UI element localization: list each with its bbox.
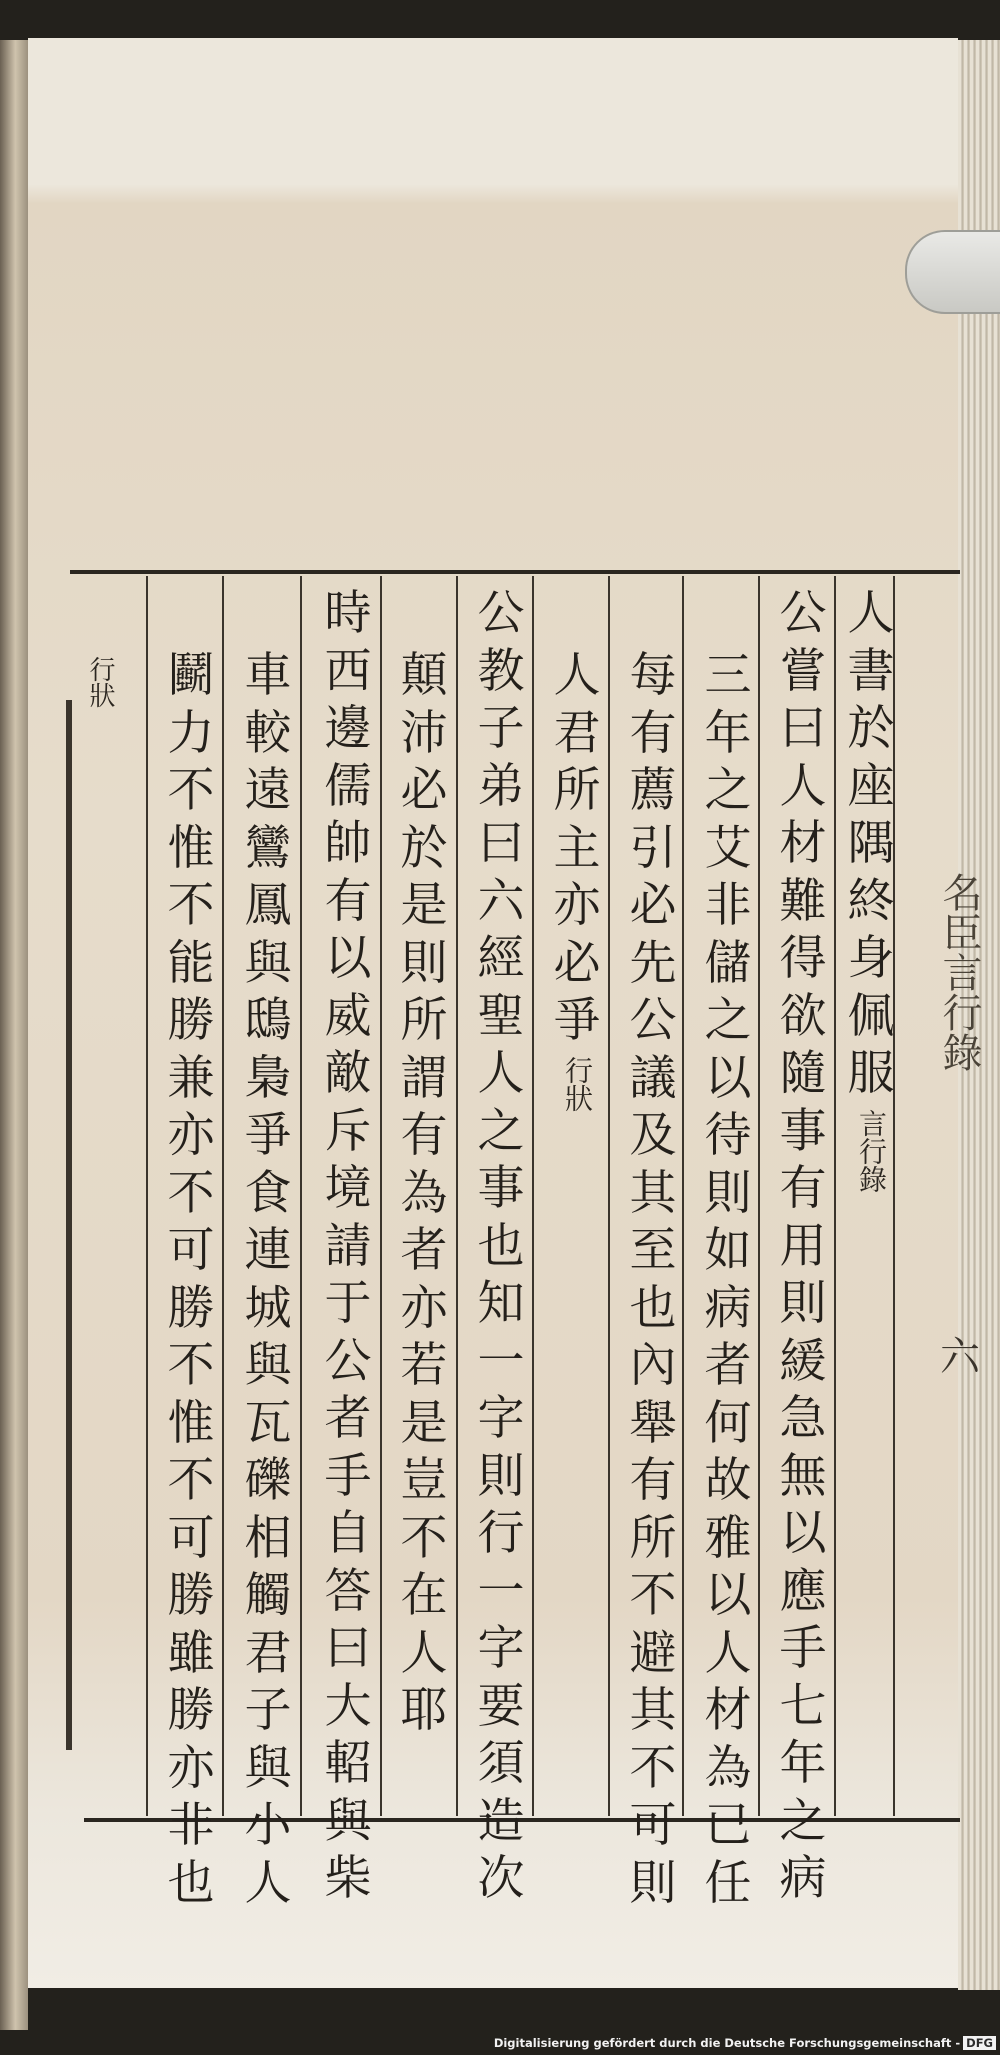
text-column-9: [240, 647, 296, 1912]
frame-top-rule: [70, 570, 960, 574]
column-rule: [456, 576, 458, 1816]
column-text: 鬬 力 不 惟 不 能 勝 兼 亦 不 可 勝 不 惟 不 可 勝 雖 勝 亦 非 也: [167, 648, 215, 1911]
column-text: 人 君 所 主 亦 必 爭: [553, 648, 601, 1048]
margin-heading: 行狀: [85, 656, 115, 708]
column-rule: [532, 576, 534, 1816]
text-column-6: [473, 585, 529, 1908]
column-text: 每 有 薦 引 必 先 公 議 及 其 至 也 內 舉 有 所 不 避 其 不 可 則: [629, 648, 677, 1911]
text-column-5: [549, 647, 605, 1112]
book-clamp-icon: [905, 230, 1000, 314]
margin-bar: [66, 700, 72, 1750]
column-rule: [222, 576, 224, 1816]
column-rule: [146, 576, 148, 1816]
column-annotation: 言行錄: [855, 1108, 888, 1193]
text-column-10: [163, 647, 219, 1912]
digitization-credit: [494, 2033, 996, 2053]
column-text: 車 較 遠 鸞 鳳 與 鴟 梟 爭 食 連 城 與 瓦 礫 相 觸 君 子 與 小 人: [244, 648, 292, 1911]
left-page-edge: [0, 40, 28, 2030]
column-rule: [834, 576, 836, 1816]
column-text: 時 西 邊 儒 帥 有 以 威 敵 斥 境 請 于 公 者 手 自 答 曰 大 軺 與 柴: [324, 586, 372, 1906]
text-column-2: [775, 585, 831, 1908]
column-text: 顛 沛 必 於 是 則 所 謂 有 為 者 亦 若 是 豈 不 在 人 耶: [400, 648, 448, 1738]
text-column-1: [843, 585, 899, 1193]
column-rule: [380, 576, 382, 1816]
column-rule: [608, 576, 610, 1816]
column-text: 公 教 子 弟 曰 六 經 聖 人 之 事 也 知 一 字 則 行 一 字 要 須 造 次: [477, 586, 525, 1906]
credit-text: Digitalisierung gefördert durch die Deutsche Forschungsgemeinschaft -: [493, 2036, 961, 2050]
text-column-8: [320, 585, 376, 1908]
column-rule: [682, 576, 684, 1816]
text-column-7: [396, 647, 452, 1740]
dfg-logo-badge: DFG: [963, 2036, 996, 2050]
text-column-4: [625, 647, 681, 1912]
column-text: 三 年 之 艾 非 儲 之 以 待 則 如 病 者 何 故 雅 以 人 材 為 已 任: [704, 648, 752, 1911]
text-column-3: [700, 647, 756, 1912]
column-annotation: 行狀: [561, 1055, 594, 1112]
column-text: 人 書 於 座 隅 終 身 佩 服: [847, 586, 895, 1101]
folio-number: 六: [940, 1334, 980, 1380]
column-rule: [300, 576, 302, 1816]
column-text: 公 嘗 曰 人 材 難 得 欲 隨 事 有 用 則 緩 急 無 以 應 手 七 年 之 病: [779, 586, 827, 1906]
column-rule: [758, 576, 760, 1816]
running-title: 名臣言行錄: [936, 872, 982, 1072]
